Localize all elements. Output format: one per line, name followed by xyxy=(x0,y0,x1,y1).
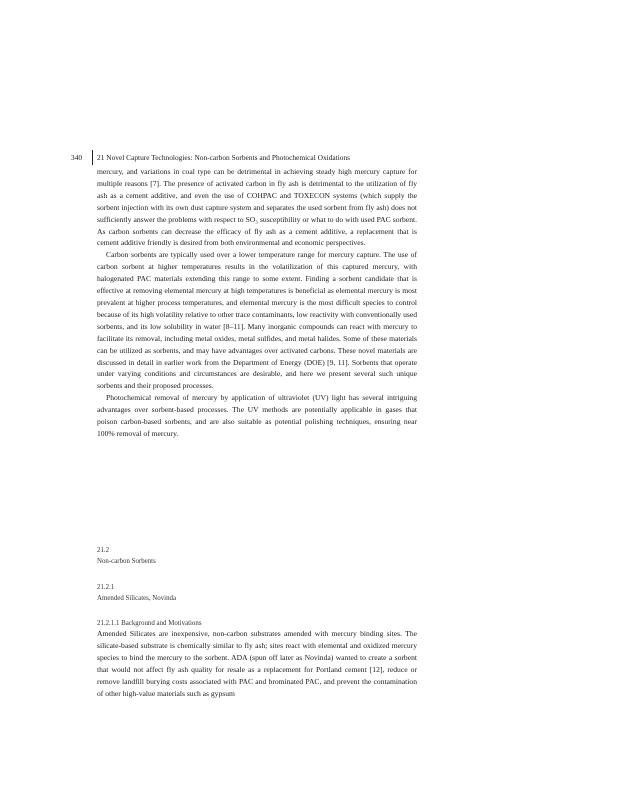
section-number: 21.2 xyxy=(97,547,110,554)
running-header xyxy=(71,151,521,165)
header-divider xyxy=(92,150,93,165)
section-21-2-1-heading xyxy=(97,582,176,604)
paragraph-2: Carbon sorbents are typically used over a lower temperature range for mercury capture. The use of carbon sorbent at higher temperatures results in the volatilization of this captured mercury, with halogenated PAC materials extending this range to some extent. Finding a sorbent candidate that is effective at removing elemental mercury at high temperatures is beneficial as elemental mercury is most prevalent at higher process temperatures, and elemental mercury is the most difficult species to control because of its high volatility relative to other trace contaminants, low reactivity with conventionally used sorbents, and its low solubility in water [8–11]. Many inorganic compounds can react with mercury to facilitate its removal, including metal oxides, metal sulfides, and metal halides. Some of these materials can be utilized as sorbents, and may have advantages over activated carbons. These novel materials are discussed in detail in earlier work from the Department of Energy (DOE) [9, 11]. Sorbents that operate under varying conditions and circumstances are desirable, and here we present several such unique sorbents and their proposed processes. xyxy=(97,250,417,391)
paragraph-4: Amended Silicates are inexpensive, non-carbon substrates amended with mercury binding sites. The silicate-based substrate is chemically similar to fly ash; sites react with elemental and oxidized mercury species to bind the mercury to the sorbent. ADA (spun off later as Novinda) wanted to create a sorbent that would not affect fly ash quality for resale as a replacement for Portland cement [12], reduce or remove landfill burying costs associated with PAC and brominated PAC, and prevent the contamination of other high-value materials such as gypsum xyxy=(97,629,417,698)
paragraph-1: mercury, and variations in coal type can be detrimental in achieving steady high mercury capture for multiple reasons [7]. The presence of activated carbon in fly ash is detrimental to the utilization of fly ash as a cement additive, and even the use of COHPAC and TOXECON systems (which supply the sorbent injection with its own dust capture system and separates the used sorbent from fly ash) does not sufficiently answer the problems with respect to SO₃ susceptibility or what to do with used PAC sorbent. As carbon sorbents can decrease the efficacy of fly ash as a cement additive, a replacement that is cement additive friendly is desired from both environmental and economic perspectives. xyxy=(97,167,417,248)
section-21-2-heading xyxy=(97,545,156,567)
body-text-continued xyxy=(97,628,417,699)
body-text xyxy=(97,166,417,440)
paragraph-3: Photochemical removal of mercury by application of ultraviolet (UV) light has several intriguing advantages over sorbent-based processes. The UV methods are potentially applicable in gases that poison carbon-based sorbents, and are also suitable as potential polishing techniques, ensuring near 100% removal of mercury. xyxy=(97,393,417,438)
subsection-number: 21.2.1 xyxy=(97,584,115,591)
subsection-title: Amended Silicates, Novinda xyxy=(97,595,177,602)
section-title: Non-carbon Sorbents xyxy=(97,558,156,565)
running-title: 21 Novel Capture Technologies: Non-carbon Sorbents and Photochemical Oxidations xyxy=(97,153,351,162)
page-number: 340 xyxy=(71,153,83,162)
subsubsection-title: 21.2.1.1 Background and Motivations xyxy=(97,620,202,627)
